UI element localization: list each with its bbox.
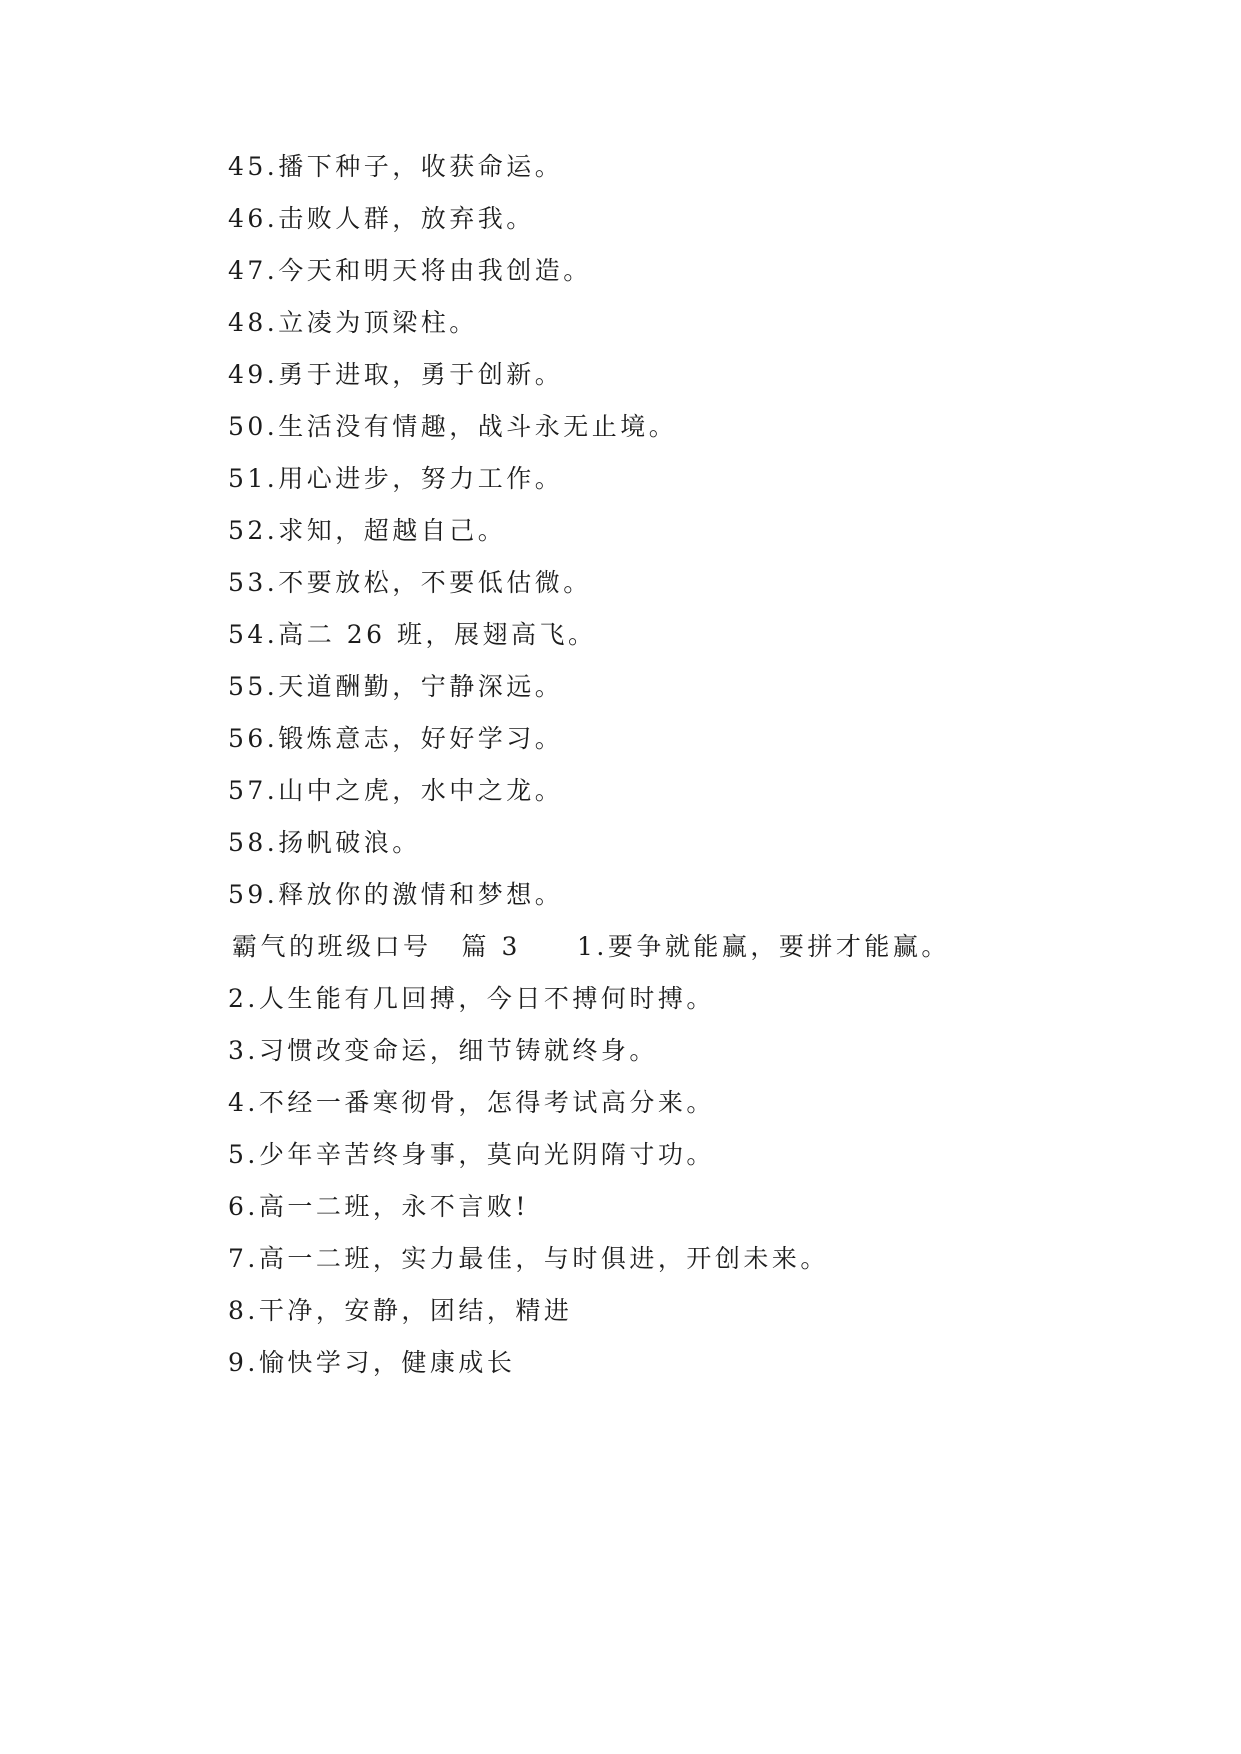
slogan-item: 48.立凌为顶梁柱。 — [228, 308, 478, 337]
slogan-item: 47.今天和明天将由我创造。 — [228, 256, 592, 285]
slogan-item: 53.不要放松，不要低估微。 — [228, 568, 592, 597]
slogan-item: 1.要争就能赢，要拼才能赢。 — [577, 932, 950, 961]
slogan-item: 51.用心进步，努力工作。 — [228, 464, 564, 493]
slogan-item: 54.高二 26 班，展翅高飞。 — [228, 620, 597, 649]
section-heading-line — [228, 921, 1128, 973]
slogan-item: 55.天道酬勤，宁静深远。 — [228, 672, 564, 701]
slogan-item: 56.锻炼意志，好好学习。 — [228, 724, 564, 753]
slogan-item: 52.求知，超越自己。 — [228, 516, 507, 545]
slogan-item: 3.习惯改变命运，细节铸就终身。 — [228, 1036, 658, 1065]
slogan-item: 5.少年辛苦终身事，莫向光阴隋寸功。 — [228, 1140, 715, 1169]
slogan-item: 4.不经一番寒彻骨，怎得考试高分来。 — [228, 1088, 715, 1117]
slogan-item: 8.干净，安静，团结，精进 — [228, 1296, 573, 1325]
document-body — [228, 141, 1128, 1389]
slogan-item: 9.愉快学习，健康成长 — [228, 1348, 516, 1377]
section-title: 霸气的班级口号 — [232, 932, 432, 961]
slogan-item: 46.击败人群，放弃我。 — [228, 204, 535, 233]
slogan-item: 57.山中之虎，水中之龙。 — [228, 776, 564, 805]
slogan-item: 59.释放你的激情和梦想。 — [228, 880, 564, 909]
slogan-item: 58.扬帆破浪。 — [228, 828, 421, 857]
slogan-item: 49.勇于进取，勇于创新。 — [228, 360, 564, 389]
slogan-item: 6.高一二班，永不言败! — [228, 1192, 529, 1221]
section-part-label: 篇 3 — [461, 932, 521, 961]
slogan-item: 2.人生能有几回搏，今日不搏何时搏。 — [228, 984, 715, 1013]
slogan-item: 50.生活没有情趣，战斗永无止境。 — [228, 412, 678, 441]
slogan-item: 45.播下种子，收获命运。 — [228, 152, 564, 181]
slogan-item: 7.高一二班，实力最佳，与时俱进，开创未来。 — [228, 1244, 829, 1273]
